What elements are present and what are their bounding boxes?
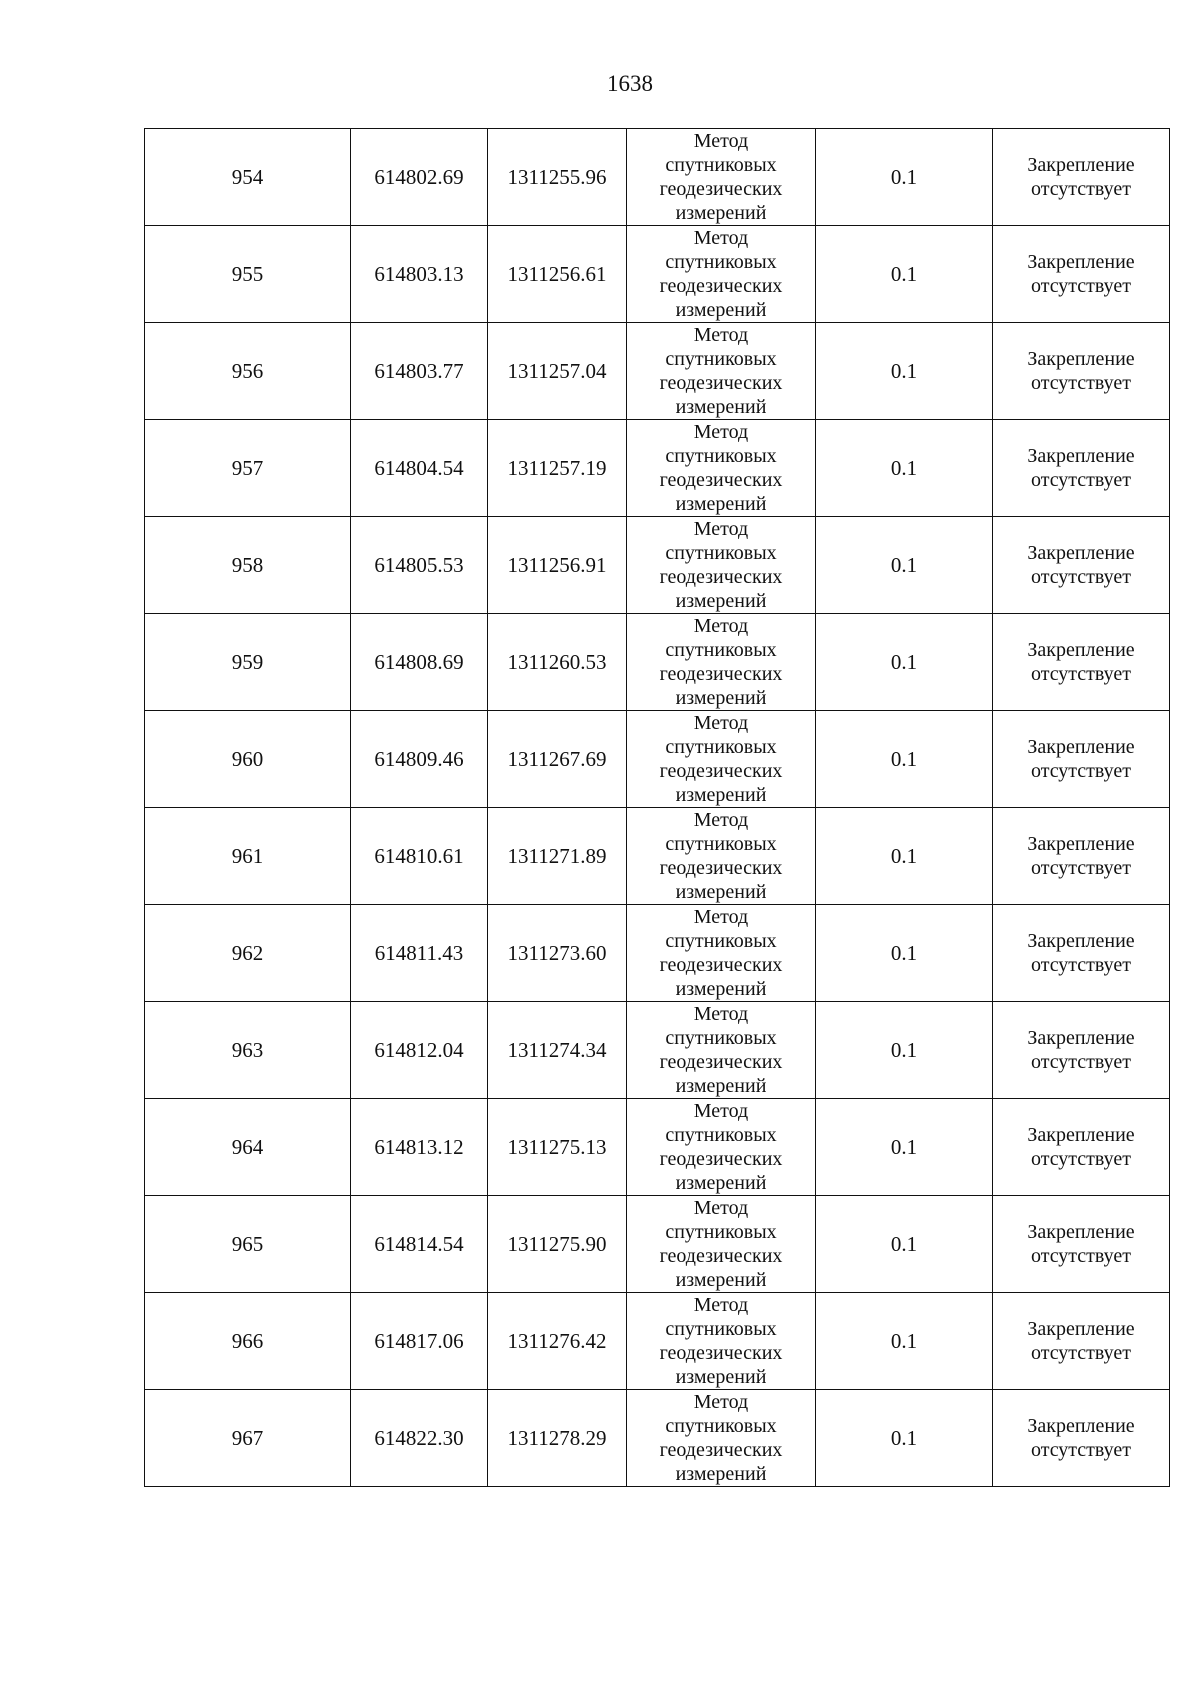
table-row — [145, 711, 1170, 808]
fixing-cell — [993, 614, 1170, 711]
accuracy-cell: 0.1 — [816, 129, 993, 226]
method-cell — [627, 1293, 816, 1390]
method-line: спутниковых — [665, 736, 777, 758]
fixing-cell — [993, 129, 1170, 226]
fixing-line: отсутствует — [1030, 1439, 1132, 1461]
fixing-line: отсутствует — [1030, 275, 1132, 297]
method-line: геодезических — [659, 1439, 783, 1461]
table-row — [145, 1099, 1170, 1196]
method-line: спутниковых — [665, 542, 777, 564]
y-coordinate-cell: 1311267.69 — [488, 711, 627, 808]
y-coordinate-cell: 1311256.91 — [488, 517, 627, 614]
method-line: измерений — [675, 784, 767, 806]
fixing-line: отсутствует — [1030, 372, 1132, 394]
method-line: Метод — [693, 1197, 749, 1219]
point-number-cell: 962 — [145, 905, 351, 1002]
fixing-cell — [993, 711, 1170, 808]
accuracy-cell: 0.1 — [816, 1002, 993, 1099]
x-coordinate-cell: 614811.43 — [351, 905, 488, 1002]
fixing-line: отсутствует — [1030, 954, 1132, 976]
fixing-line: отсутствует — [1030, 857, 1132, 879]
method-cell — [627, 711, 816, 808]
method-line: Метод — [693, 130, 749, 152]
method-line: Метод — [693, 324, 749, 346]
point-number-cell: 960 — [145, 711, 351, 808]
table-row — [145, 129, 1170, 226]
method-line: измерений — [675, 493, 767, 515]
accuracy-cell: 0.1 — [816, 1196, 993, 1293]
fixing-line: Закрепление — [1027, 251, 1135, 273]
accuracy-cell: 0.1 — [816, 517, 993, 614]
method-line: спутниковых — [665, 251, 777, 273]
accuracy-cell: 0.1 — [816, 1390, 993, 1487]
fixing-line: Закрепление — [1027, 1221, 1135, 1243]
method-line: геодезических — [659, 178, 783, 200]
fixing-cell — [993, 905, 1170, 1002]
page-number: 1638 — [607, 71, 653, 96]
fixing-cell — [993, 1099, 1170, 1196]
fixing-line: Закрепление — [1027, 1124, 1135, 1146]
accuracy-cell: 0.1 — [816, 420, 993, 517]
method-line: Метод — [693, 1100, 749, 1122]
point-number-cell: 958 — [145, 517, 351, 614]
method-line: спутниковых — [665, 445, 777, 467]
method-line: геодезических — [659, 1342, 783, 1364]
table-row — [145, 226, 1170, 323]
fixing-line: отсутствует — [1030, 566, 1132, 588]
x-coordinate-cell: 614808.69 — [351, 614, 488, 711]
x-coordinate-cell: 614817.06 — [351, 1293, 488, 1390]
method-line: спутниковых — [665, 348, 777, 370]
fixing-line: отсутствует — [1030, 469, 1132, 491]
point-number-cell: 963 — [145, 1002, 351, 1099]
method-line: измерений — [675, 978, 767, 1000]
method-cell — [627, 1002, 816, 1099]
accuracy-cell: 0.1 — [816, 226, 993, 323]
method-line: измерений — [675, 1075, 767, 1097]
y-coordinate-cell: 1311271.89 — [488, 808, 627, 905]
point-number-cell: 959 — [145, 614, 351, 711]
method-cell — [627, 517, 816, 614]
accuracy-cell: 0.1 — [816, 1099, 993, 1196]
accuracy-cell: 0.1 — [816, 711, 993, 808]
method-line: геодезических — [659, 1148, 783, 1170]
method-line: измерений — [675, 881, 767, 903]
fixing-cell — [993, 1390, 1170, 1487]
fixing-line: отсутствует — [1030, 1051, 1132, 1073]
point-number-cell: 956 — [145, 323, 351, 420]
method-line: геодезических — [659, 566, 783, 588]
x-coordinate-cell: 614812.04 — [351, 1002, 488, 1099]
x-coordinate-cell: 614822.30 — [351, 1390, 488, 1487]
method-cell — [627, 420, 816, 517]
fixing-line: Закрепление — [1027, 154, 1135, 176]
table-row — [145, 1390, 1170, 1487]
method-line: геодезических — [659, 469, 783, 491]
method-cell — [627, 1099, 816, 1196]
fixing-line: отсутствует — [1030, 1342, 1132, 1364]
point-number-cell: 954 — [145, 129, 351, 226]
method-line: геодезических — [659, 954, 783, 976]
method-line: измерений — [675, 1269, 767, 1291]
x-coordinate-cell: 614804.54 — [351, 420, 488, 517]
method-cell — [627, 614, 816, 711]
method-line: измерений — [675, 1172, 767, 1194]
fixing-cell — [993, 420, 1170, 517]
method-line: спутниковых — [665, 1221, 777, 1243]
y-coordinate-cell: 1311260.53 — [488, 614, 627, 711]
method-line: Метод — [693, 421, 749, 443]
table-row — [145, 1293, 1170, 1390]
method-line: Метод — [693, 1294, 749, 1316]
method-line: Метод — [693, 1391, 749, 1413]
method-line: Метод — [693, 712, 749, 734]
y-coordinate-cell: 1311257.04 — [488, 323, 627, 420]
method-line: спутниковых — [665, 1318, 777, 1340]
method-line: Метод — [693, 809, 749, 831]
method-cell — [627, 808, 816, 905]
fixing-line: Закрепление — [1027, 542, 1135, 564]
method-line: геодезических — [659, 1245, 783, 1267]
fixing-cell — [993, 1196, 1170, 1293]
method-line: геодезических — [659, 275, 783, 297]
method-line: Метод — [693, 1003, 749, 1025]
method-line: измерений — [675, 202, 767, 224]
y-coordinate-cell: 1311275.90 — [488, 1196, 627, 1293]
x-coordinate-cell: 614802.69 — [351, 129, 488, 226]
method-line: геодезических — [659, 857, 783, 879]
point-number-cell: 961 — [145, 808, 351, 905]
method-line: Метод — [693, 227, 749, 249]
method-line: измерений — [675, 396, 767, 418]
method-line: геодезических — [659, 663, 783, 685]
x-coordinate-cell: 614803.77 — [351, 323, 488, 420]
y-coordinate-cell: 1311255.96 — [488, 129, 627, 226]
method-line: геодезических — [659, 760, 783, 782]
accuracy-cell: 0.1 — [816, 1293, 993, 1390]
x-coordinate-cell: 614803.13 — [351, 226, 488, 323]
fixing-cell — [993, 808, 1170, 905]
table-row — [145, 1196, 1170, 1293]
method-cell — [627, 323, 816, 420]
fixing-line: Закрепление — [1027, 736, 1135, 758]
fixing-cell — [993, 1002, 1170, 1099]
point-number-cell: 957 — [145, 420, 351, 517]
method-cell — [627, 905, 816, 1002]
y-coordinate-cell: 1311275.13 — [488, 1099, 627, 1196]
accuracy-cell: 0.1 — [816, 323, 993, 420]
table-row — [145, 905, 1170, 1002]
fixing-line: Закрепление — [1027, 445, 1135, 467]
coordinates-table — [144, 128, 1170, 1487]
x-coordinate-cell: 614810.61 — [351, 808, 488, 905]
x-coordinate-cell: 614805.53 — [351, 517, 488, 614]
fixing-cell — [993, 517, 1170, 614]
method-cell — [627, 1390, 816, 1487]
table-row — [145, 323, 1170, 420]
table-row — [145, 517, 1170, 614]
x-coordinate-cell: 614813.12 — [351, 1099, 488, 1196]
point-number-cell: 964 — [145, 1099, 351, 1196]
point-number-cell: 955 — [145, 226, 351, 323]
point-number-cell: 965 — [145, 1196, 351, 1293]
method-cell — [627, 226, 816, 323]
accuracy-cell: 0.1 — [816, 808, 993, 905]
method-line: измерений — [675, 687, 767, 709]
y-coordinate-cell: 1311273.60 — [488, 905, 627, 1002]
y-coordinate-cell: 1311256.61 — [488, 226, 627, 323]
fixing-line: Закрепление — [1027, 348, 1135, 370]
method-line: геодезических — [659, 372, 783, 394]
x-coordinate-cell: 614809.46 — [351, 711, 488, 808]
fixing-line: Закрепление — [1027, 1027, 1135, 1049]
accuracy-cell: 0.1 — [816, 905, 993, 1002]
table-row — [145, 808, 1170, 905]
y-coordinate-cell: 1311276.42 — [488, 1293, 627, 1390]
y-coordinate-cell: 1311257.19 — [488, 420, 627, 517]
y-coordinate-cell: 1311274.34 — [488, 1002, 627, 1099]
table-row — [145, 614, 1170, 711]
method-line: спутниковых — [665, 1124, 777, 1146]
method-line: спутниковых — [665, 930, 777, 952]
fixing-cell — [993, 226, 1170, 323]
method-cell — [627, 1196, 816, 1293]
table-row — [145, 420, 1170, 517]
method-line: Метод — [693, 615, 749, 637]
fixing-line: Закрепление — [1027, 930, 1135, 952]
method-line: измерений — [675, 1366, 767, 1388]
method-line: Метод — [693, 518, 749, 540]
method-line: Метод — [693, 906, 749, 928]
fixing-line: отсутствует — [1030, 1148, 1132, 1170]
method-line: геодезических — [659, 1051, 783, 1073]
accuracy-cell: 0.1 — [816, 614, 993, 711]
method-line: спутниковых — [665, 1415, 777, 1437]
fixing-line: Закрепление — [1027, 1415, 1135, 1437]
fixing-line: отсутствует — [1030, 663, 1132, 685]
x-coordinate-cell: 614814.54 — [351, 1196, 488, 1293]
fixing-cell — [993, 1293, 1170, 1390]
fixing-line: Закрепление — [1027, 1318, 1135, 1340]
fixing-line: отсутствует — [1030, 760, 1132, 782]
table-body — [145, 129, 1170, 1487]
fixing-line: отсутствует — [1030, 1245, 1132, 1267]
fixing-line: Закрепление — [1027, 833, 1135, 855]
table-row — [145, 1002, 1170, 1099]
fixing-cell — [993, 323, 1170, 420]
fixing-line: Закрепление — [1027, 639, 1135, 661]
method-line: измерений — [675, 1463, 767, 1485]
method-line: спутниковых — [665, 154, 777, 176]
point-number-cell: 967 — [145, 1390, 351, 1487]
y-coordinate-cell: 1311278.29 — [488, 1390, 627, 1487]
fixing-line: отсутствует — [1030, 178, 1132, 200]
point-number-cell: 966 — [145, 1293, 351, 1390]
method-line: спутниковых — [665, 639, 777, 661]
method-line: измерений — [675, 590, 767, 612]
method-line: измерений — [675, 299, 767, 321]
method-line: спутниковых — [665, 1027, 777, 1049]
method-cell — [627, 129, 816, 226]
method-line: спутниковых — [665, 833, 777, 855]
